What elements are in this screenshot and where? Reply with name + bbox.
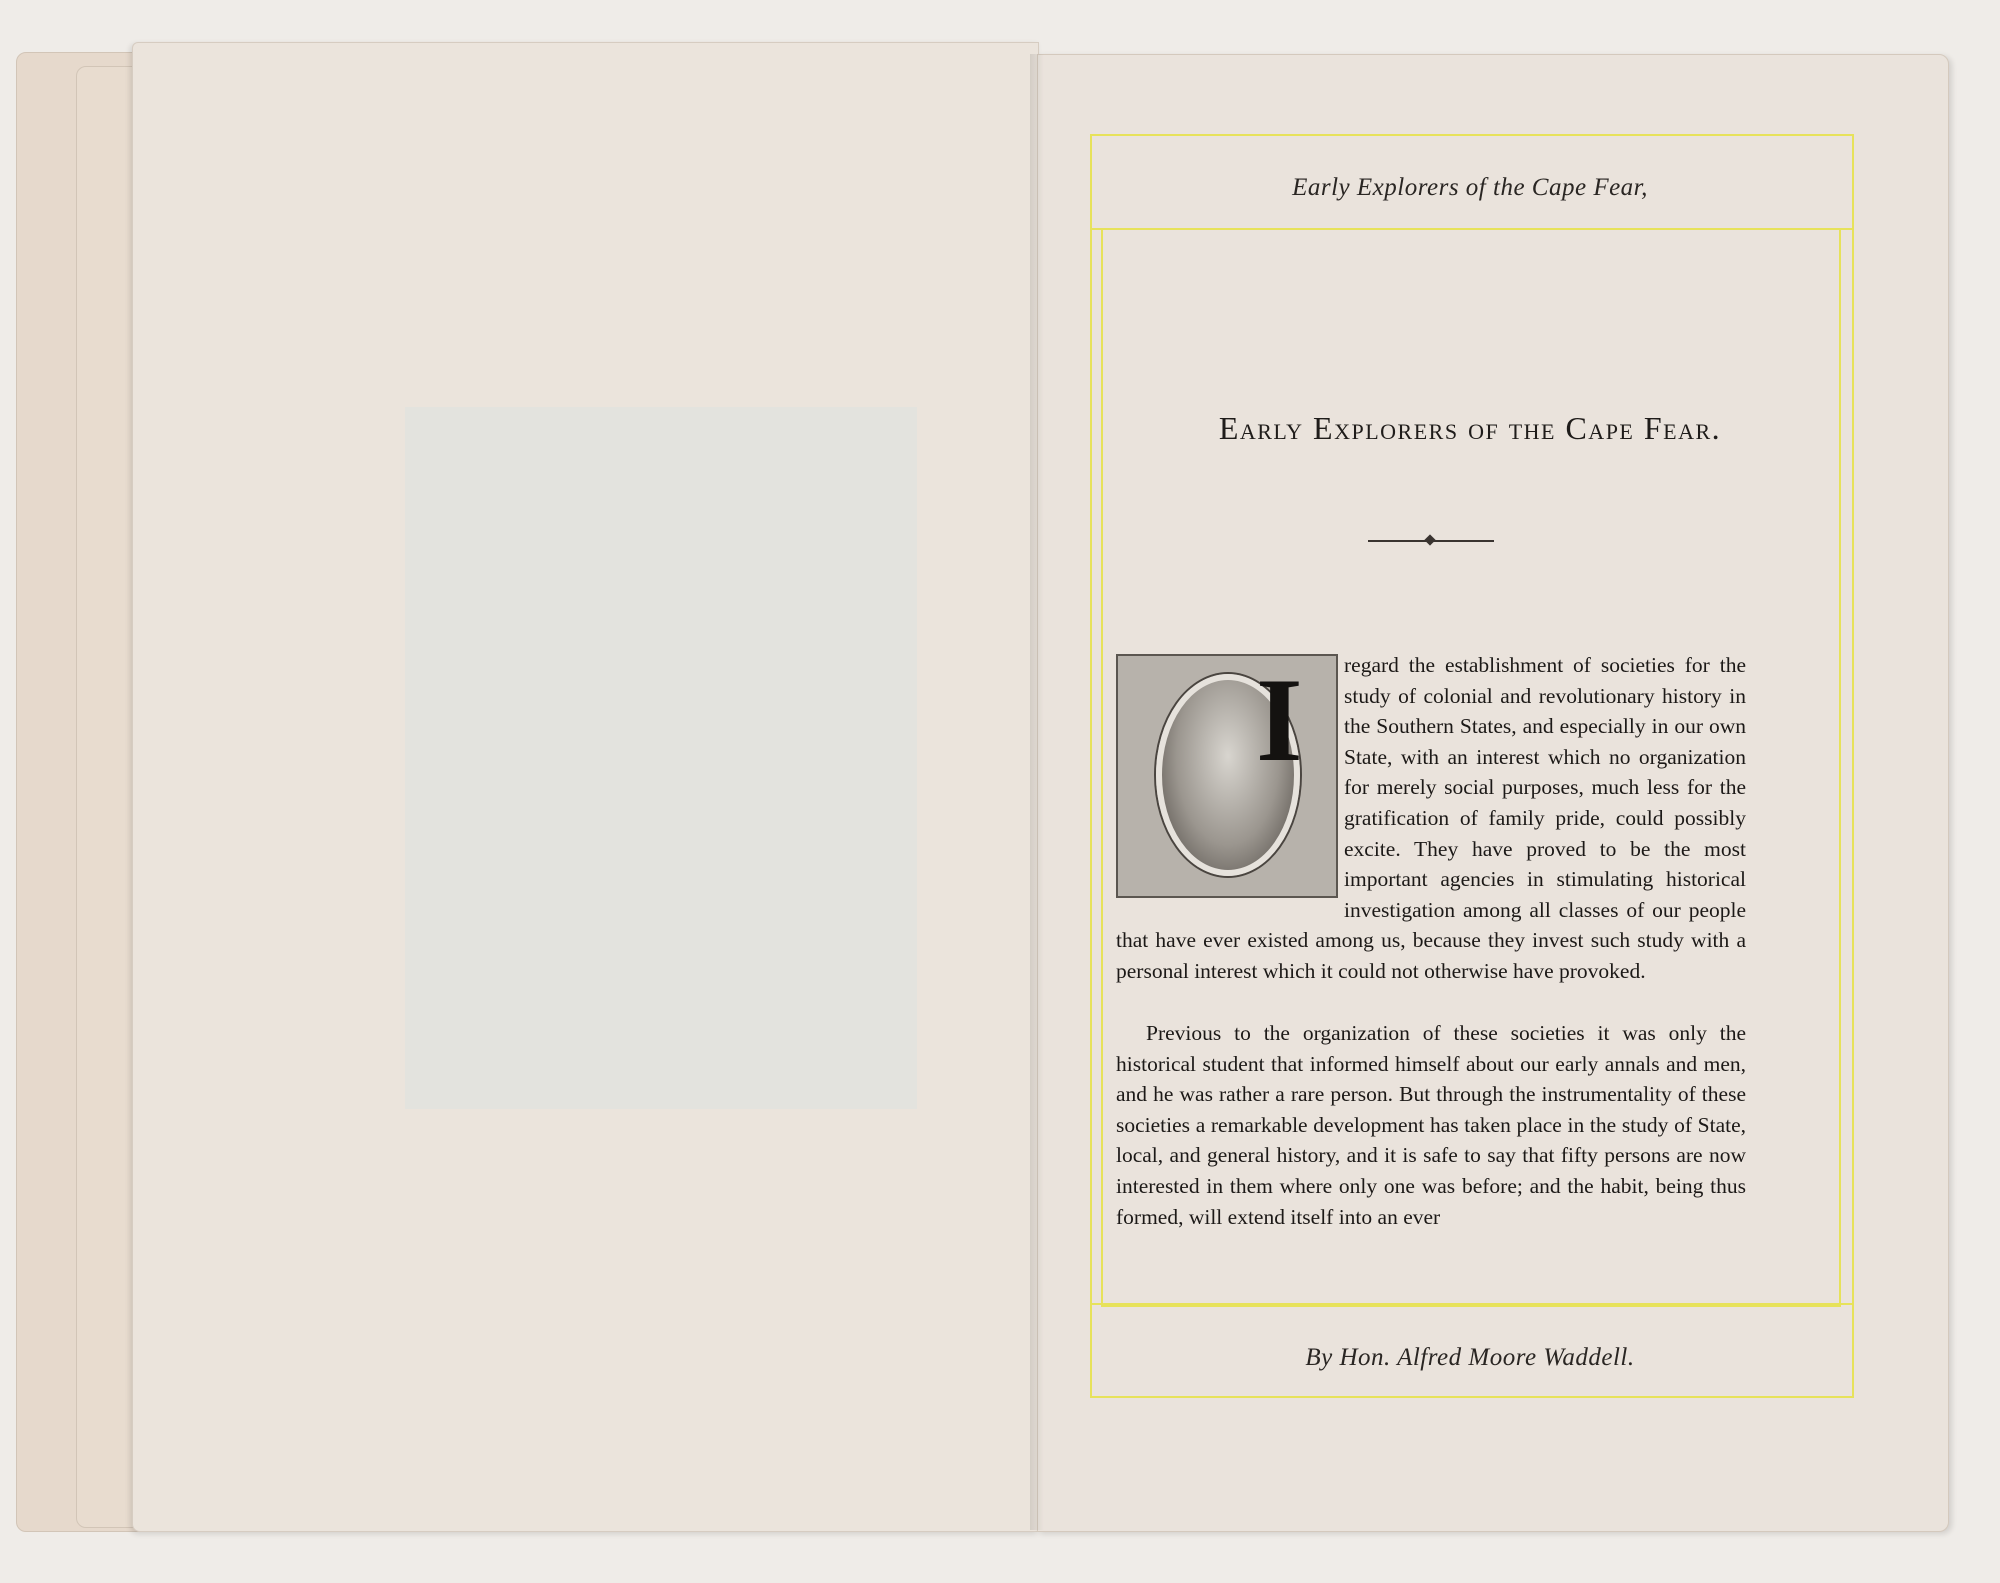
footer-rule (1090, 1303, 1852, 1305)
book-gutter (1030, 54, 1044, 1530)
header-rule (1090, 228, 1852, 230)
portrait-drop-cap (1116, 654, 1338, 898)
faded-plate-image (405, 407, 917, 1109)
paragraph-1-text: regard the establishment of societies for the study of colonial and revolutionary history in the Southern States, and especially in our own State, with an interest which no organization for merely social purposes, much less for the gratification of family pride, could possibly excite. They have proved to be the most important agencies in stimulating historical investigation among all classes of our people that have ever existed among us, because they invest such study with a personal interest which it could not otherwise have provoked. (1116, 653, 1746, 983)
drop-cap-letter: I (1256, 653, 1303, 786)
article-title: Early Explorers of the Cape Fear. (1218, 410, 1722, 446)
left-page (132, 42, 1039, 1532)
paragraph-2: Previous to the organization of these societies it was only the historical student that informed himself about our early annals and men, and he was rather a rare person. But through the instrumentality of these societies a remarkable development has taken place in the study of State, local, and general history, and it is safe to say that fifty persons are now interested in them where only one was before; and the habit, being thus formed, will extend itself into an ever (1116, 1021, 1746, 1229)
byline: By Hon. Alfred Moore Waddell. (1305, 1344, 1635, 1371)
running-title: Early Explorers of the Cape Fear, (1292, 174, 1648, 201)
